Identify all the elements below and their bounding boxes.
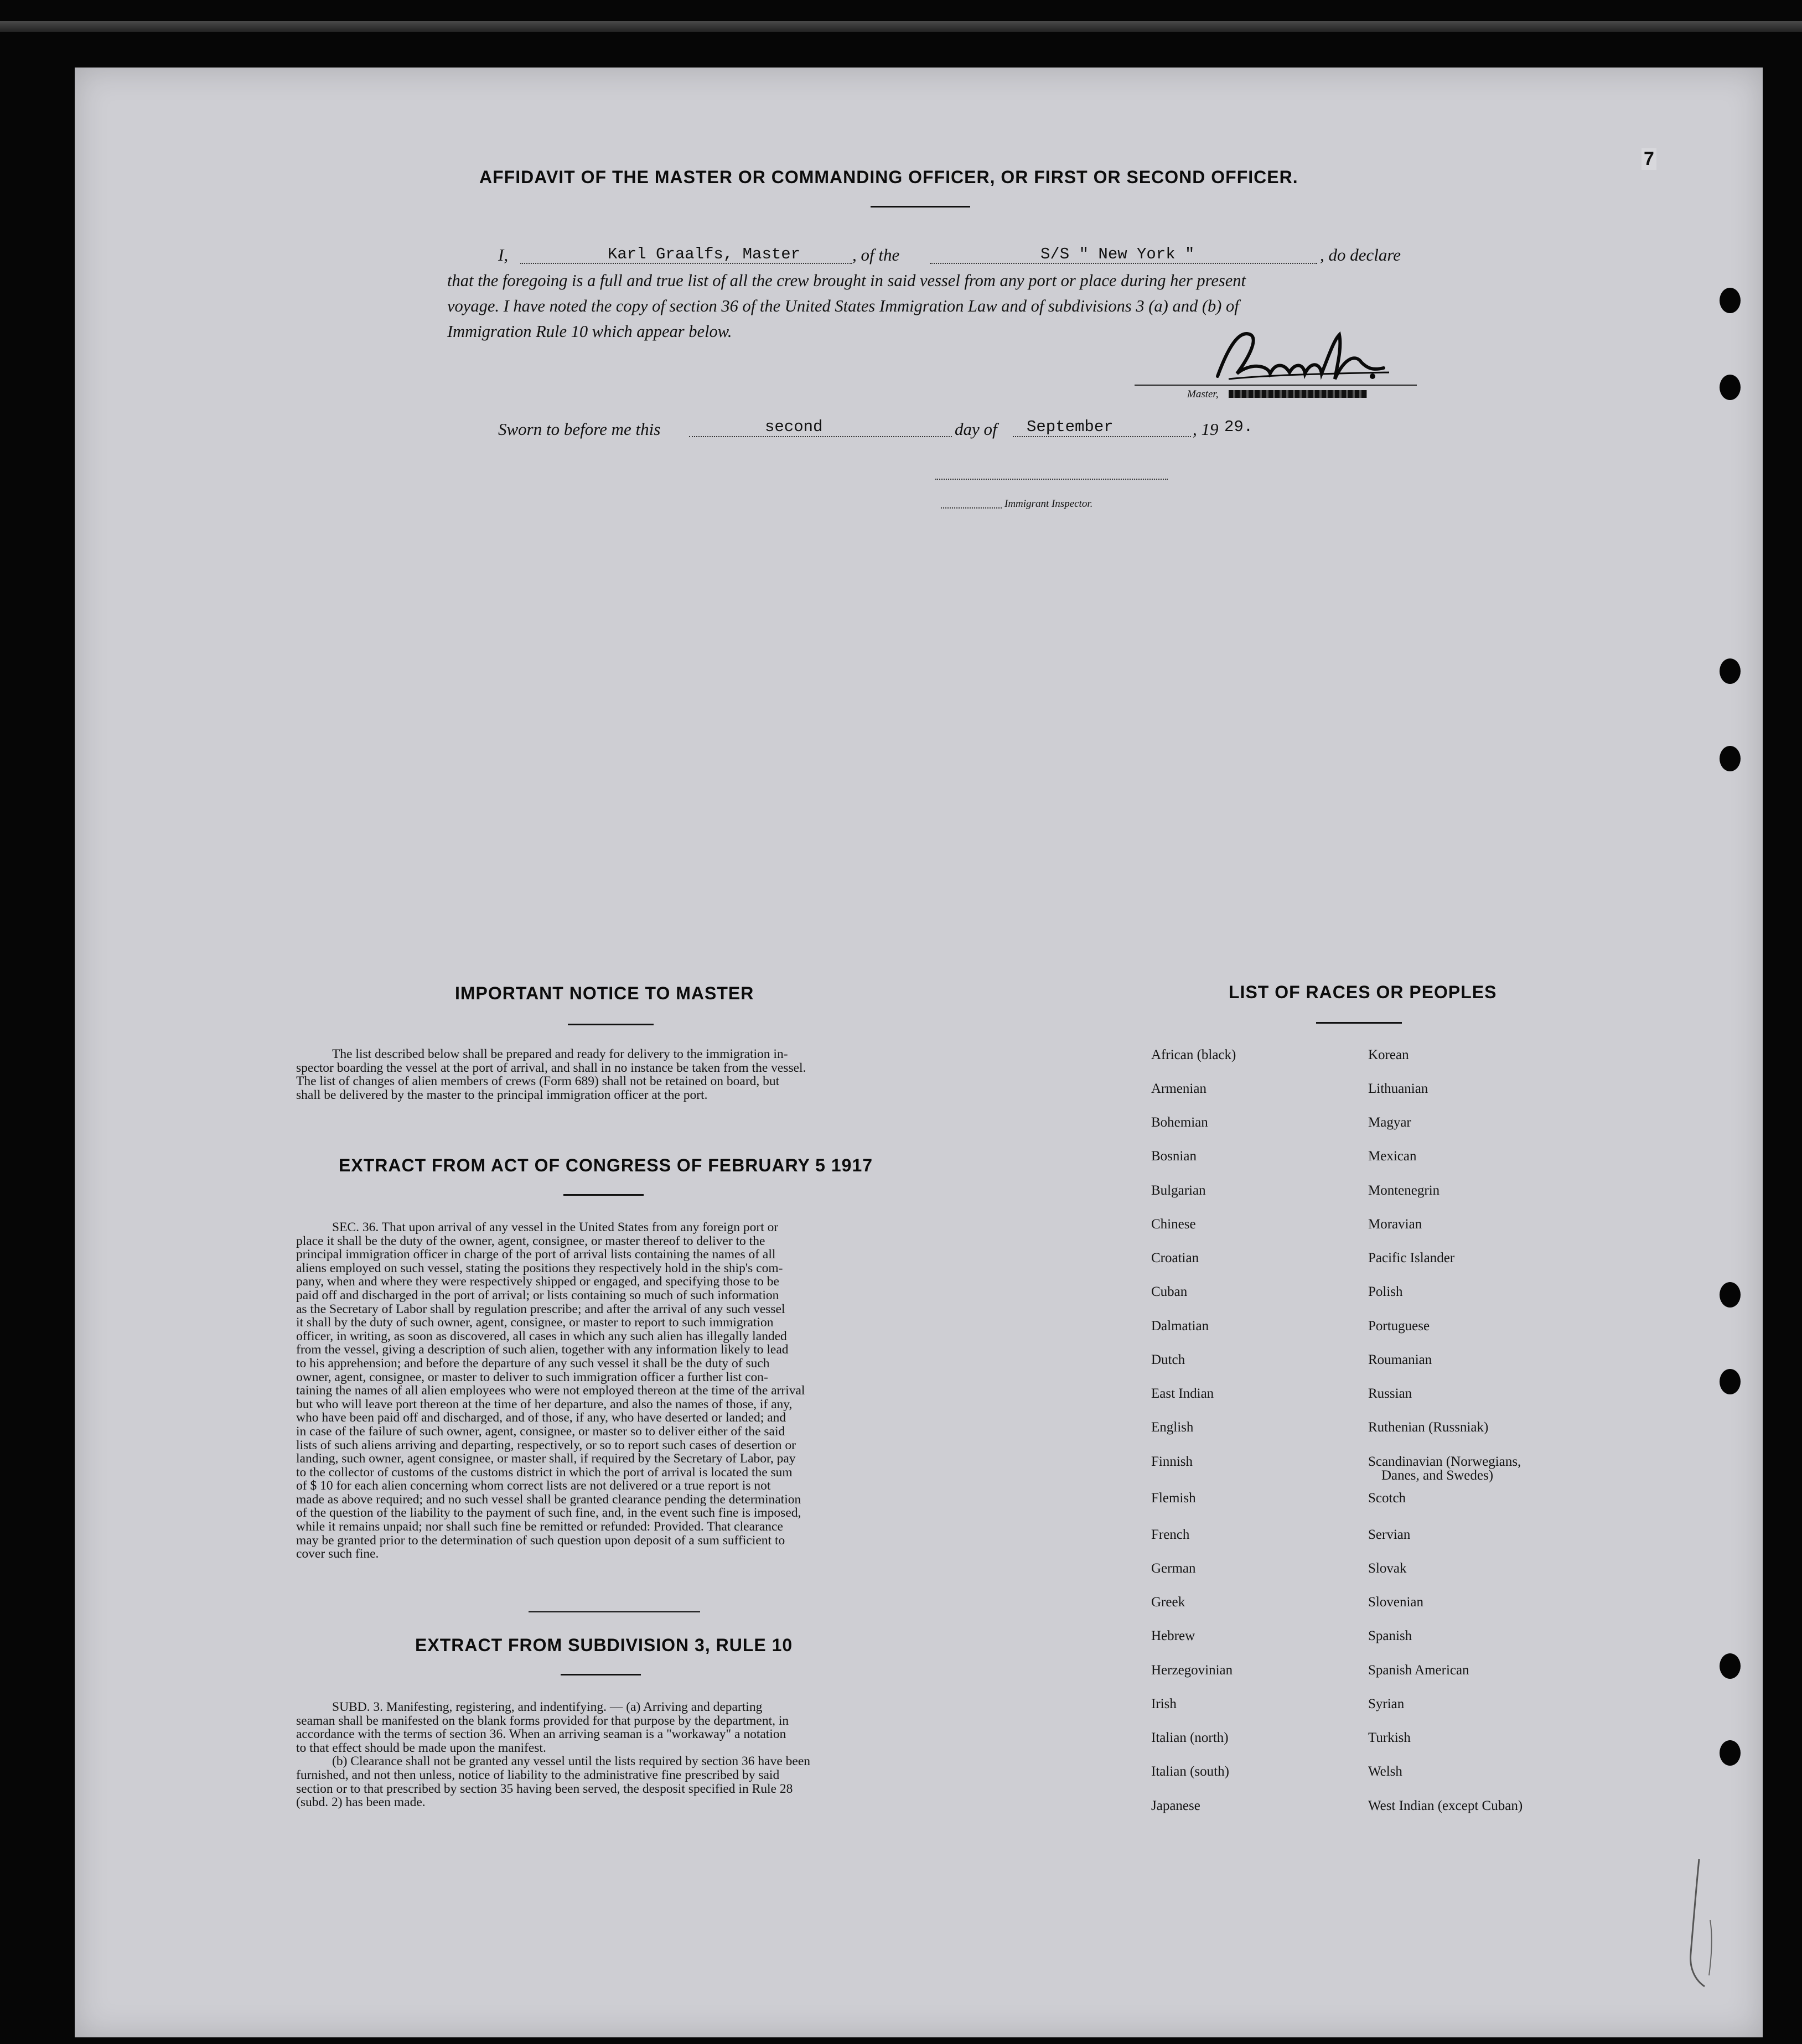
race-item: Bohemian (1151, 1115, 1208, 1130)
notice-line: spector boarding the vessel at the port of arrival, and shall in no instance be taken from the vessel. (296, 1060, 806, 1075)
race-item: Cuban (1151, 1284, 1188, 1299)
struck-title (1229, 390, 1367, 398)
affidavit-body-line3: voyage. I have noted the copy of section 36 of the United States Immigration Law and of subdivisions 3 (a) and (b) of (447, 297, 1239, 315)
sworn-label: Sworn to before me this (498, 419, 661, 439)
binder-hole (1720, 1653, 1741, 1679)
binder-hole (1720, 658, 1741, 684)
affidavit-title-rule (871, 206, 970, 207)
race-item: German (1151, 1561, 1196, 1576)
act-line: principal immigration officer in charge of the port of arrival lists containing the names of all (296, 1247, 776, 1262)
race-item: Spanish American (1368, 1663, 1469, 1678)
race-item: Syrian (1368, 1697, 1405, 1711)
inspector-caption-lead (941, 507, 1002, 509)
race-item: Finnish (1151, 1454, 1193, 1469)
race-item: Moravian (1368, 1217, 1422, 1232)
sworn-day: second (765, 418, 823, 436)
race-item: Turkish (1368, 1730, 1411, 1745)
notice-line: shall be delivered by the master to the principal immigration officer at the port. (296, 1087, 708, 1102)
act-line: to the collector of customs of the customs district in which the port of arrival is located the sum (296, 1465, 793, 1480)
race-item: English (1151, 1420, 1194, 1435)
notice-title-rule (568, 1024, 654, 1025)
do-declare-label: , do declare (1320, 245, 1401, 264)
sworn-month: September (1027, 418, 1114, 436)
act-line: cover such fine. (296, 1547, 379, 1561)
act-line: to his apprehension; and before the departure of any such vessel it shall be the duty of such (296, 1356, 770, 1371)
master-name: Karl Graalfs, Master (608, 245, 801, 263)
act-line: place it shall be the duty of the owner, agent, consignee, or master thereof to deliver to the (296, 1233, 765, 1248)
race-item: Flemish (1151, 1491, 1196, 1506)
race-item: Magyar (1368, 1115, 1411, 1130)
race-item: Dalmatian (1151, 1319, 1209, 1334)
race-item: Spanish (1368, 1628, 1412, 1643)
rule-line: (b) Clearance shall not be granted any vessel until the lists required by section 36 have been (332, 1754, 811, 1769)
affidavit-body-line2: that the foregoing is a full and true list of all the crew brought in said vessel from any port or place during her present (447, 271, 1246, 290)
race-item: Slovenian (1368, 1595, 1423, 1610)
rule-line: to that effect should be made upon the manifest. (296, 1740, 546, 1755)
year-prefix: , 19 (1193, 419, 1219, 439)
act-line: but who will leave port thereon at the time of her departure, and also the names of those, if any, (296, 1397, 793, 1412)
rule-extract-title-rule (561, 1674, 641, 1675)
race-item: Irish (1151, 1697, 1177, 1711)
act-line: pany, when and where they were respectively shipped or engaged, and specifying those to be (296, 1274, 779, 1289)
vessel-name: S/S " New York " (1040, 245, 1195, 263)
of-the-label: , of the (852, 245, 900, 264)
race-item: Croatian (1151, 1251, 1199, 1265)
race-item: Hebrew (1151, 1628, 1195, 1643)
act-line: as the Secretary of Labor shall by regulation prescribe; and after the arrival of any such vessel (296, 1301, 785, 1316)
rule-extract-title: EXTRACT FROM SUBDIVISION 3, RULE 10 (415, 1635, 793, 1655)
race-item: Scotch (1368, 1491, 1406, 1506)
sworn-month-line (1013, 436, 1191, 437)
race-item: Lithuanian (1368, 1081, 1428, 1096)
race-item: Roumanian (1368, 1352, 1432, 1367)
binder-hole (1720, 1369, 1741, 1394)
race-item: Bulgarian (1151, 1183, 1206, 1198)
race-item: French (1151, 1527, 1190, 1542)
act-line: it shall by the duty of such owner, agent, consignee, or master to report to such immigration (296, 1315, 774, 1330)
page-marker: 7 (1642, 148, 1656, 170)
race-item: Portuguese (1368, 1319, 1430, 1334)
rule-line: accordance with the terms of section 36. When an arriving seaman is a "workaway" a notation (296, 1727, 786, 1742)
rule-line: furnished, and not then unless, notice of liability to the administrative fine prescribed by said (296, 1767, 780, 1782)
act-line: while it remains unpaid; nor shall such fine be remitted or refunded: Provided. That clearance (296, 1519, 783, 1534)
race-item: Bosnian (1151, 1149, 1197, 1164)
film-edge-stripe (0, 21, 1802, 32)
race-item: Italian (south) (1151, 1764, 1229, 1779)
rule-line: (subd. 2) has been made. (296, 1795, 426, 1810)
inspector-caption: Immigrant Inspector. (1004, 498, 1093, 510)
notice-line: The list of changes of alien members of crews (Form 689) shall not be retained on board, but (296, 1074, 780, 1089)
binder-hole (1720, 288, 1741, 313)
act-extract-title-rule (563, 1194, 644, 1196)
binder-hole (1720, 375, 1741, 400)
act-line: in case of the failure of such owner, agent, consignee, or master so to deliver either of the said (296, 1424, 785, 1439)
races-title: LIST OF RACES OR PEOPLES (1229, 982, 1497, 1002)
affidavit-title: AFFIDAVIT OF THE MASTER OR COMMANDING OFFICER, OR FIRST OR SECOND OFFICER. (479, 167, 1298, 187)
act-end-rule (529, 1611, 700, 1612)
act-line: lists of such aliens arriving and departing, respectively, or so to report such cases of desertion or (296, 1438, 796, 1452)
signature-line (1135, 385, 1417, 386)
notice-title: IMPORTANT NOTICE TO MASTER (455, 983, 754, 1003)
race-item: Welsh (1368, 1764, 1402, 1779)
act-line: owner, agent, consignee, or master to deliver to such immigration officer a further list con- (296, 1369, 768, 1384)
rule-line: seaman shall be manifested on the blank forms provided for that purpose by the department, in (296, 1713, 789, 1728)
act-line: who have been paid off and discharged, and of those, if any, who have deserted or landed; and (296, 1410, 786, 1425)
race-item: Italian (north) (1151, 1730, 1229, 1745)
act-line: may be granted prior to the determination of such question upon deposit of a sum sufficient to (296, 1533, 785, 1548)
affidavit-body-line4: Immigration Rule 10 which appear below. (447, 322, 732, 341)
race-item: Russian (1368, 1386, 1412, 1401)
act-line: aliens employed on such vessel, stating the positions they respectively hold in the ship's com- (296, 1260, 783, 1275)
race-item: Korean (1368, 1047, 1409, 1062)
race-item: West Indian (except Cuban) (1368, 1798, 1523, 1813)
act-extract-title: EXTRACT FROM ACT OF CONGRESS OF FEBRUARY 5 1917 (339, 1155, 873, 1175)
race-item: Japanese (1151, 1798, 1200, 1813)
inspector-signature-line (935, 479, 1168, 480)
act-line: SEC. 36. That upon arrival of any vessel in the United States from any foreign port or (332, 1220, 779, 1234)
race-item: Greek (1151, 1595, 1185, 1610)
notice-line: The list described below shall be prepared and ready for delivery to the immigration in- (332, 1047, 788, 1061)
race-item: East Indian (1151, 1386, 1214, 1401)
race-item: African (black) (1151, 1047, 1236, 1062)
act-line: of $ 10 for each alien concerning whom correct lists are not delivered or a true report is not (296, 1478, 771, 1493)
act-line: landing, such owner, agent consignee, or master shall, if required by the Secretary of Labor, pay (296, 1451, 796, 1466)
pencil-mark (1666, 1854, 1732, 1998)
notice-text (296, 1047, 908, 1102)
race-item: Ruthenian (Russniak) (1368, 1420, 1489, 1435)
affidavit-i-label: I, (498, 245, 509, 264)
binder-hole (1720, 746, 1741, 771)
act-line: officer, in writing, as soon as discovered, all cases in which any such alien has illegally landed (296, 1329, 787, 1343)
race-item: Montenegrin (1368, 1183, 1440, 1198)
binder-hole (1720, 1282, 1741, 1308)
binder-hole (1720, 1740, 1741, 1766)
act-line: taining the names of all alien employees who were not employed thereon at the time of the arrival (296, 1383, 805, 1398)
race-item: Slovak (1368, 1561, 1407, 1576)
race-item: Herzegovinian (1151, 1663, 1233, 1678)
act-line: of the question of the liability to the payment of such fine, and, in the event such fine is imposed, (296, 1506, 801, 1521)
race-item: Pacific Islander (1368, 1251, 1455, 1265)
act-line: from the vessel, giving a description of such alien, together with any information likely to lead (296, 1342, 789, 1357)
race-item: Armenian (1151, 1081, 1206, 1096)
race-item: Danes, and Swedes) (1381, 1468, 1494, 1483)
act-line: made as above required; and no such vessel shall be granted clearance pending the determination (296, 1492, 801, 1507)
day-of-label: day of (955, 419, 997, 439)
master-caption: Master, (1187, 388, 1219, 400)
race-item: Servian (1368, 1527, 1411, 1542)
race-item: Dutch (1151, 1352, 1185, 1367)
race-item: Scandinavian (Norwegians, (1368, 1454, 1521, 1469)
races-title-rule (1316, 1022, 1402, 1024)
rule-line: section or to that prescribed by section 35 having been served, the desposit specified in Rule 28 (296, 1781, 793, 1796)
race-item: Mexican (1368, 1149, 1417, 1164)
act-extract-text (296, 1221, 908, 1561)
year-suffix: 29. (1224, 418, 1254, 436)
race-item: Polish (1368, 1284, 1403, 1299)
race-item: Chinese (1151, 1217, 1196, 1232)
act-line: paid off and discharged in the port of arrival; or lists containing so much of such information (296, 1288, 779, 1303)
sworn-day-line (689, 436, 952, 437)
rule-extract-text (296, 1700, 908, 1809)
rule-line: SUBD. 3. Manifesting, registering, and indentifying. — (a) Arriving and departing (332, 1700, 763, 1714)
